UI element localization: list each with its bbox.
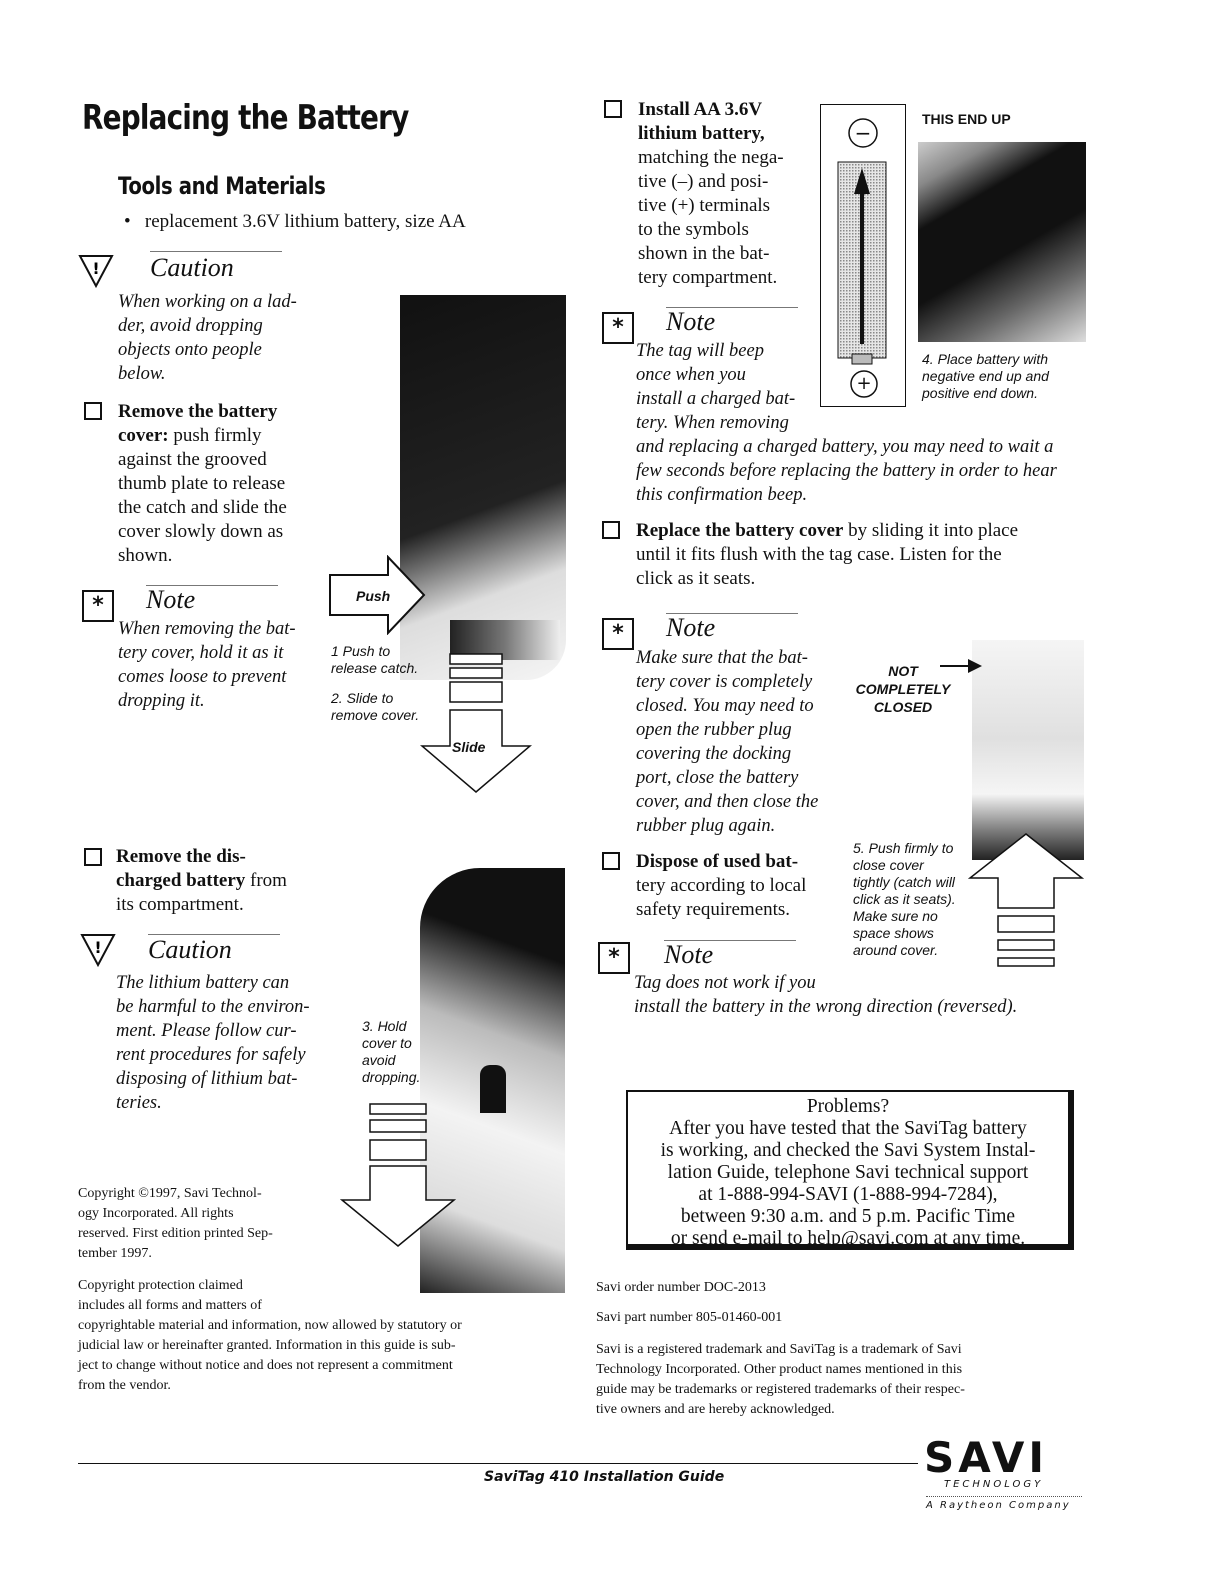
svg-text:!: ! (94, 938, 102, 957)
pointer-arrow-icon (938, 656, 984, 676)
savi-logo: SAVI (924, 1433, 1049, 1482)
figure5-caption: 5. Push firmly to close cover tightly (catch will click as it seats). Make sure no space shows around cover. (853, 840, 956, 958)
note-star-icon: * (82, 590, 114, 622)
caution-label: Caution (148, 935, 232, 964)
caution-rule (150, 251, 282, 252)
warning-triangle-icon (78, 254, 114, 288)
note-text: When removing the bat- tery cover, hold it as it comes loose to prevent dropping it. (118, 619, 296, 711)
note-label: Note (146, 585, 196, 614)
tools-bullet-text: replacement 3.6V lithium battery, size AA (144, 211, 466, 232)
step-replace-cover: Replace the battery cover by sliding it into place until it fits flush with the tag case. Listen for the click as it seats. (636, 520, 1019, 589)
step-checkbox[interactable] (602, 521, 620, 539)
note-star-icon: * (598, 942, 630, 974)
svg-text:!: ! (92, 259, 100, 278)
step-checkbox[interactable] (84, 402, 102, 420)
caution-text: The lithium battery can be harmful to the environ- ment. Please follow cur- rent procedures for safely disposing of lithium bat- teries. (116, 973, 310, 1113)
not-closed-label: NOT COMPLETELY CLOSED (855, 663, 951, 715)
slide-down-arrow-icon (340, 1100, 456, 1250)
note-star-icon: * (602, 312, 634, 344)
tools-heading: Tools and Materials (118, 172, 326, 200)
push-label: Push (356, 588, 391, 604)
push-up-arrow-icon (968, 832, 1084, 977)
savi-logo-tagline: A Raytheon Company (926, 1500, 1071, 1511)
note-text: Make sure that the bat- tery cover is completely closed. You may need to open the rubber plug covering the docking port, close the battery cover, and then close the rubber plug again. (636, 648, 819, 836)
savi-logo-sub: TECHNOLOGY (944, 1479, 1044, 1490)
battery-compartment-top (820, 104, 906, 105)
copyright-para1: Copyright ©1997, Savi Technol- ogy Incorporated. All rights reserved. First edition printed Sep- tember 1997. (78, 1186, 273, 1261)
figure4-caption: 4. Place battery with negative end up and positive end down. (922, 351, 1049, 401)
copyright-para2: Copyright protection claimed includes all forms and matters of copyrightable material and information, now allowed by statutory or judicial law or hereinafter granted. Information in this guide is sub- ject to change without notice and does not represent a commitment from the vendor. (78, 1278, 462, 1393)
this-end-up-label: THIS END UP (922, 111, 1011, 127)
battery-photo (918, 142, 1086, 342)
battery-up-arrow-icon (834, 158, 890, 368)
slide-arrow-icon (420, 650, 532, 795)
tools-bullet-item: • replacement 3.6V lithium battery, size AA (124, 211, 466, 232)
problems-email-line: or send e-mail to help@savi.com at any time. (670, 1228, 1026, 1249)
plus-sign: + (856, 373, 872, 394)
figure1-caption2: 2. Slide to remove cover. (331, 690, 420, 723)
problems-title: Problems? (806, 1096, 890, 1117)
logo-rule (926, 1496, 1082, 1497)
note-star-icon: * (602, 618, 634, 650)
trademark-notice: Savi is a registered trademark and SaviTag is a trademark of Savi Technology Incorporated. Other product names mentioned in this guide may be trademarks or registered trademarks of their respec- tive owners and are hereby acknowledged. (596, 1342, 965, 1417)
slide-label: Slide (452, 739, 486, 755)
figure1-caption1: 1 Push to release catch. (331, 643, 419, 676)
step-remove-discharged: Remove the dis- charged battery from its compartment. (116, 846, 287, 915)
step-checkbox[interactable] (604, 100, 622, 118)
minus-sign: − (854, 121, 872, 145)
note-text: The tag will beep once when you install a charged bat- tery. When removing and replacing a charged battery, you may need to wait a few seconds before replacing the battery in order to hear this confirmation beep. (636, 341, 1057, 505)
note-label: Note (666, 613, 716, 642)
footer-rule (78, 1463, 918, 1464)
page-title: Replacing the Battery (82, 98, 409, 138)
note-text: Tag does not work if you install the battery in the wrong direction (reversed). (634, 973, 1018, 1017)
step-dispose: Dispose of used bat- tery according to local safety requirements. (636, 851, 807, 920)
note-label: Note (664, 940, 714, 969)
footer-guide-title: SaviTag 410 Installation Guide (484, 1469, 725, 1485)
step-remove-cover: Remove the battery cover: push firmly against the grooved thumb plate to release the catch and slide the cover slowly down as shown. (118, 401, 287, 566)
tag-photo-3-window (480, 1065, 506, 1113)
figure3-caption: 3. Hold cover to avoid dropping. (362, 1018, 421, 1085)
part-number: Savi part number 805-01460-001 (596, 1310, 783, 1325)
tag-photo-5 (972, 640, 1084, 860)
step-checkbox[interactable] (602, 852, 620, 870)
step-checkbox[interactable] (84, 848, 102, 866)
order-number: Savi order number DOC-2013 (596, 1280, 766, 1295)
step-install-battery: Install AA 3.6V lithium battery, matching the nega- tive (–) and posi- tive (+) terminals to the symbols shown in the bat- tery compartment. (638, 99, 784, 288)
note-label: Note (666, 307, 716, 336)
caution-label: Caution (150, 253, 234, 282)
warning-triangle-icon (80, 933, 116, 967)
problems-box: Problems? After you have tested that the SaviTag battery is working, and checked the Savi System Instal- lation Guide, telephone Savi technical support at 1-888-994-SAVI (1-888-994-7284), between 9:30 a.m. and 5 p.m. Pacific Time or send e-mail to help@savi.com at any time. (626, 1090, 1074, 1250)
caution-text: When working on a lad- der, avoid dropping objects onto people below. (118, 292, 297, 384)
